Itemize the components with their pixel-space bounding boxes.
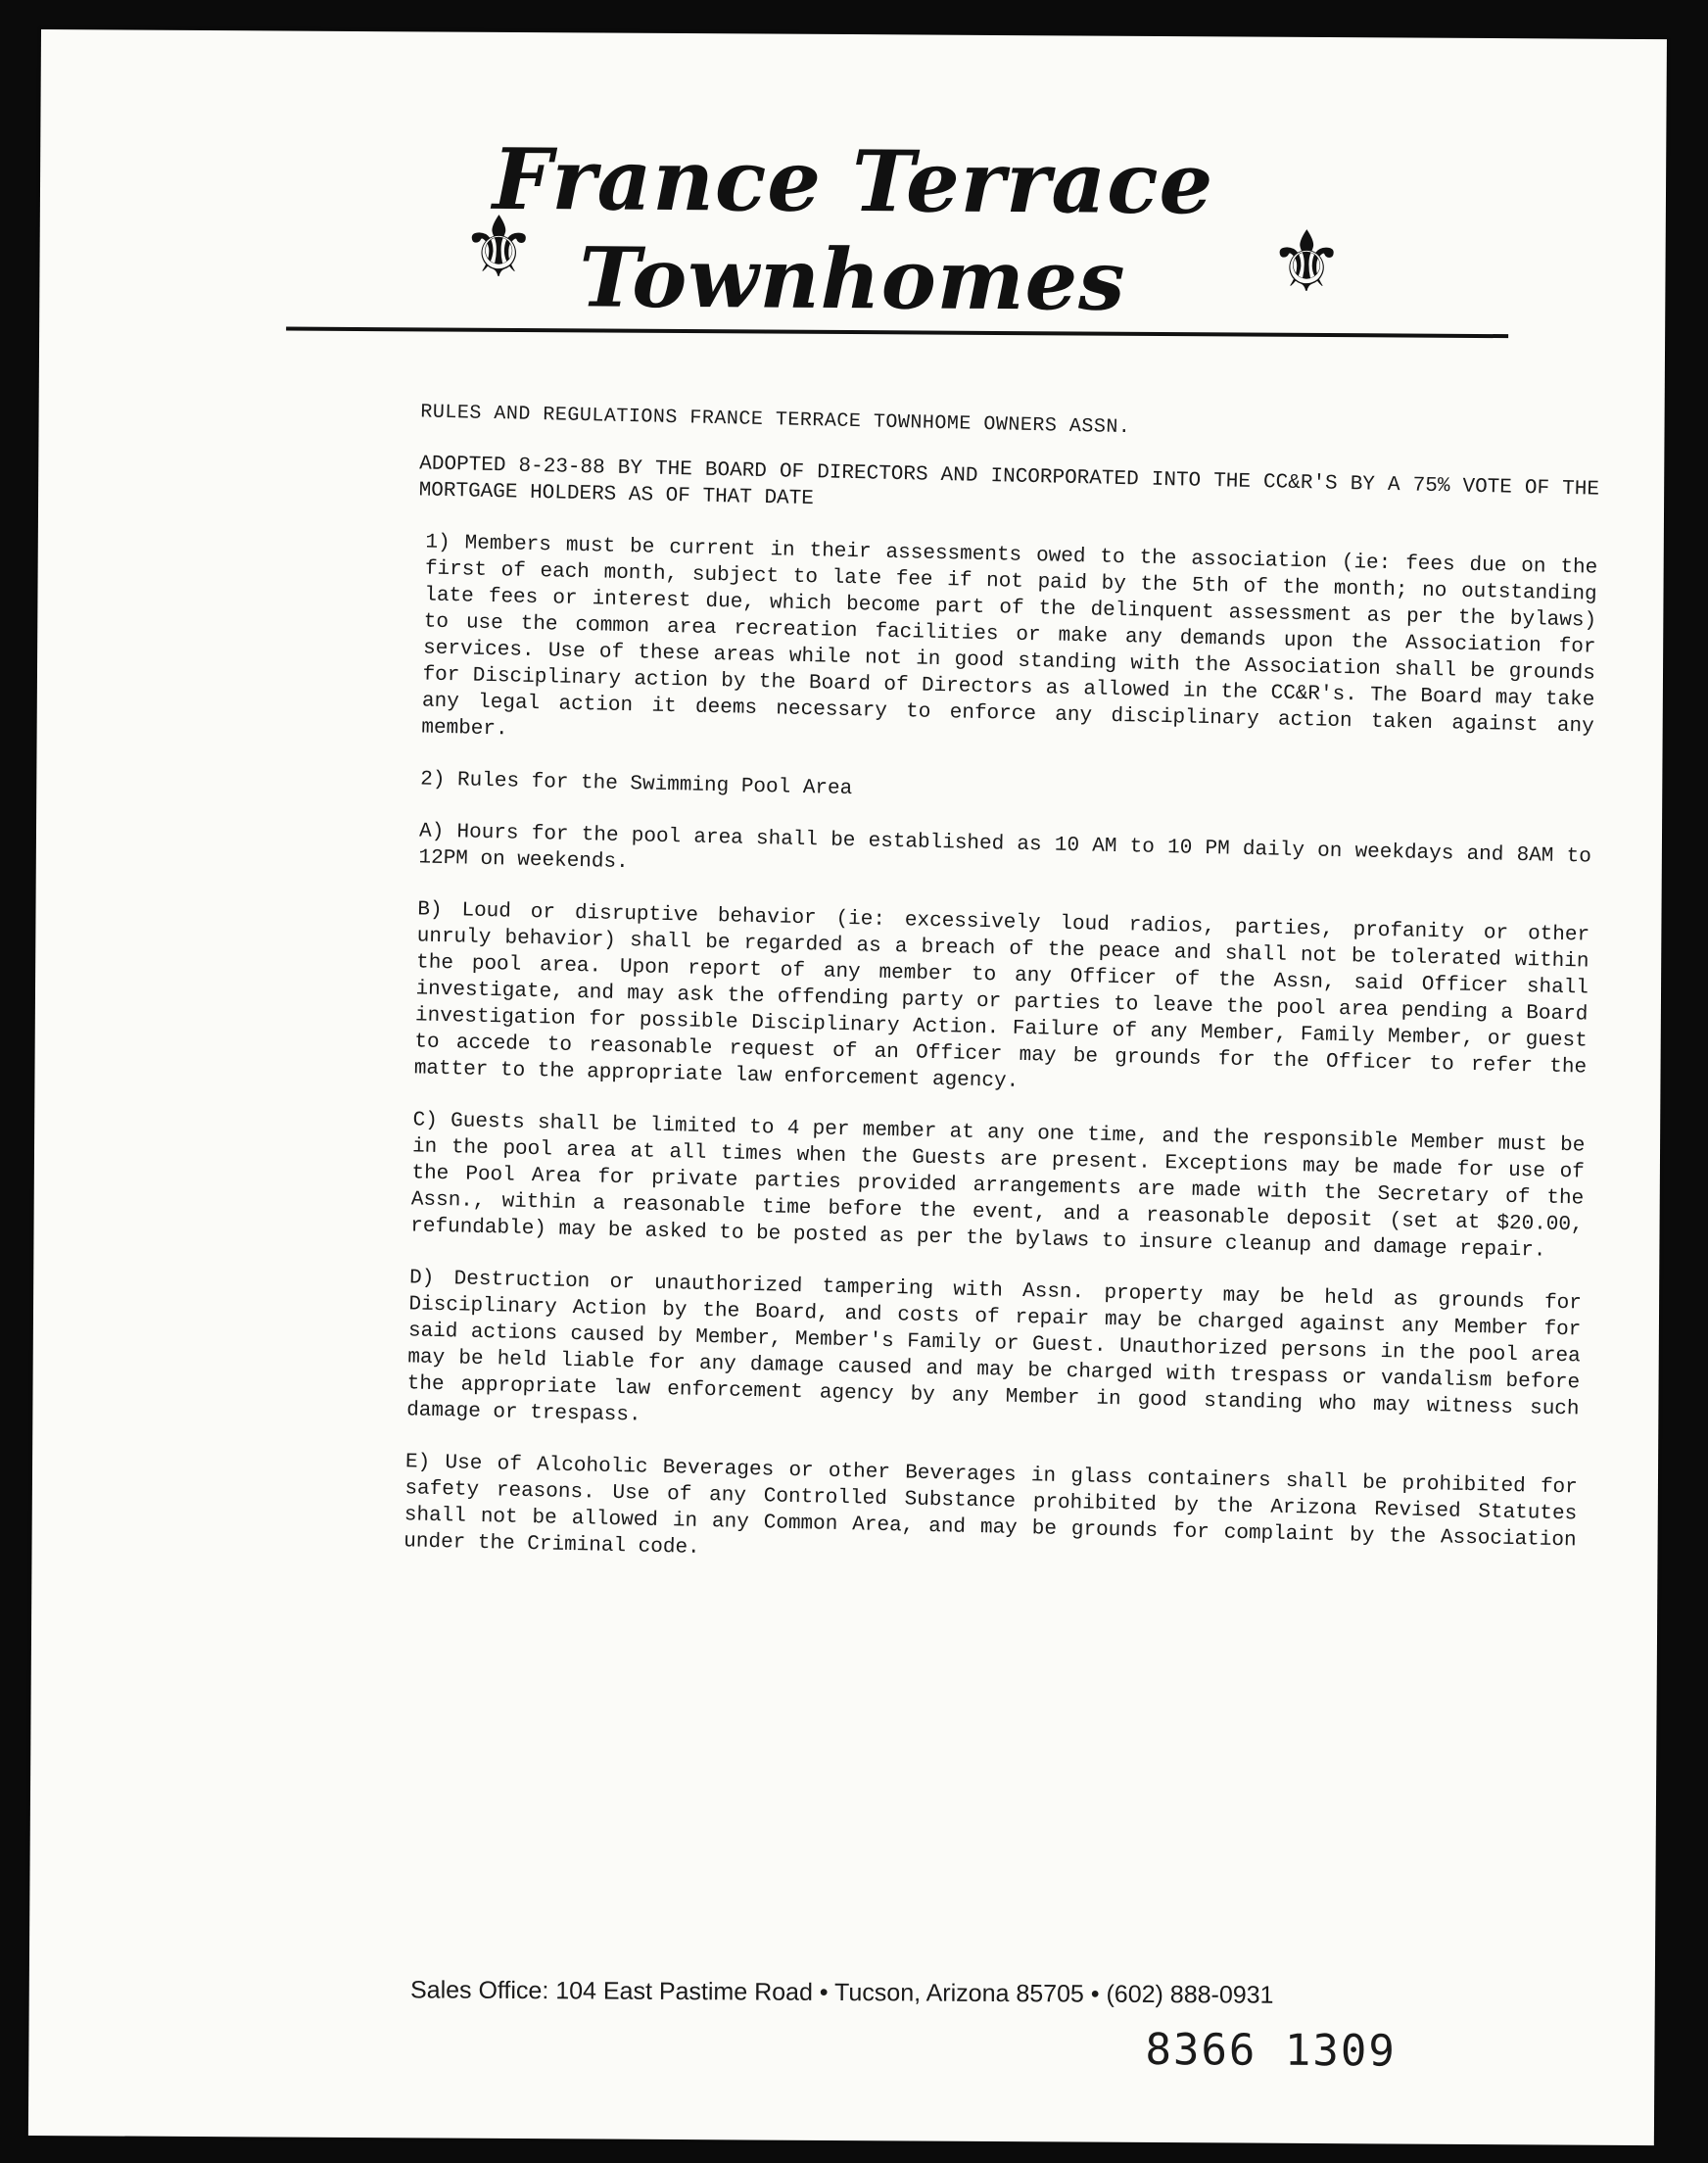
rule-b: B) Loud or disruptive behavior (ie: excessively loud radios, parties, profanity or other unruly behavior) shall be regarded as a breach of the peace and shall not be tolerated within the pool area. Upon report of any member to any Officer of the Assn, said Officer shall investigate, and may ask the offending party or parties to leave the pool area pending a Board investigation for possible Disciplinary Action. Failure of any Member, Family Member, or guest to accede to reasonable request of an Officer may be grounds for the Officer to refer the matter to the appropriate law enforcement agency. — [413, 898, 1590, 1093]
rule-c: C) Guests shall be limited to 4 per member at any one time, and the responsible Member must be in the pool area at all times when the Guests are present. Exceptions may be made for use of the Pool Area for private parties provided arrangements are made with the Secretary of the Assn., within a reasonable time before the event, and a reasonable deposit (set at $20.00, refundable) may be asked to be posted as per the bylaws to insure cleanup and damage repair. — [410, 1109, 1586, 1263]
rule-e: E) Use of Alcoholic Beverages or other Beverages in glass containers shall be prohibited for safety reasons. Use of any Controlled Substance prohibited by the Arizona Revised Statutes shall not be allowed in any Common Area, and may be grounds for complaint by the Association under the Criminal code. — [403, 1451, 1578, 1560]
document-page — [28, 29, 1667, 2145]
document-body — [395, 399, 1600, 1606]
letterhead-title-line2: Townhomes — [579, 228, 1126, 329]
rule-1: 1) Members must be current in their assessments owed to the association (ie: fees due on the first of each month, subject to late fee if not paid by the 5th of the month; no outstanding late fees or interest due, which become part of the delinquent assessment as per the bylaws) to use the common area recreation facilities or make any demands upon the Association for services. Use of these areas while not in good standing with the Association shall be grounds for Disciplinary action by the Board of Directors as allowed in the CC&R's. The Board may take any legal action it deems necessary to enforce any disciplinary action taken against any member. — [421, 531, 1598, 742]
rule-2-heading: 2) Rules for the Swimming Pool Area — [419, 768, 853, 801]
adoption-statement: ADOPTED 8-23-88 BY THE BOARD OF DIRECTORS AND INCORPORATED INTO THE CC&R'S BY A 75% VOTE OF THE MORTGAGE HOLDERS AS OF THAT DATE — [418, 453, 1600, 511]
document-number: 8366 1309 — [1145, 2024, 1397, 2077]
document-heading: RULES AND REGULATIONS FRANCE TERRACE TOWNHOME OWNERS ASSN. — [420, 401, 1131, 440]
fleur-de-lis-icon: ⚜ — [1268, 213, 1345, 312]
rule-2a: A) Hours for the pool area shall be established as 10 AM to 10 PM daily on weekdays and 8AM to 12PM on weekends. — [418, 820, 1592, 875]
letterhead — [39, 98, 1666, 343]
footer-address: Sales Office: 104 East Pastime Road • Tucson, Arizona 85705 • (602) 888-0931 — [409, 1976, 1274, 2009]
letterhead-title-line1: France Terrace — [492, 129, 1214, 234]
rule-d: D) Destruction or unauthorized tampering with Assn. property may be held as grounds for Disciplinary Action by the Board, and costs of repair may be charged against any Member for said actions caused by Member, Member's Family or Guest. Unauthorized persons in the pool area may be held liable for any damage caused and may be charged with trespass or vandalism before the appropriate law enforcement agency by any Member in good standing who may witness such damage or trespass. — [405, 1267, 1583, 1427]
fleur-de-lis-icon: ⚜ — [460, 198, 538, 298]
